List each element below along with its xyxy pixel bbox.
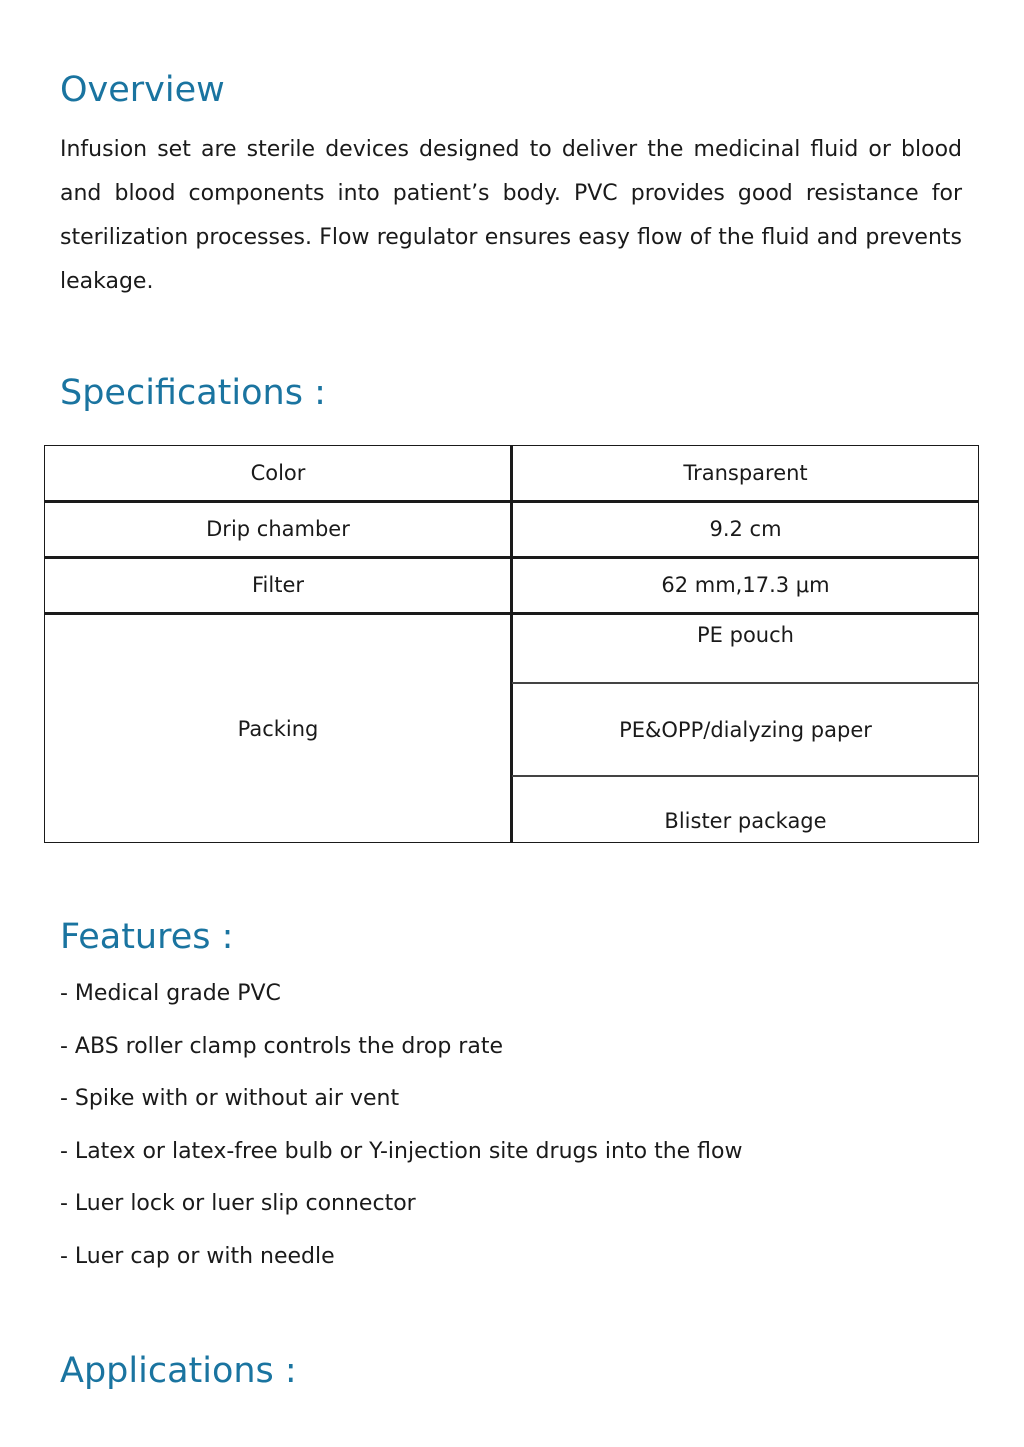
features-list bbox=[60, 975, 742, 1290]
overview-paragraph: Infusion set are sterile devices designed to deliver the medicinal fluid or blood and blood components into patient’s body. PVC provides good resistance for sterilization processes. Flow regulator ensures easy flow of the fluid and prevents leakage. bbox=[60, 137, 962, 294]
specifications-heading: Specifications : bbox=[60, 373, 326, 413]
spec-label-color: Color bbox=[250, 461, 306, 485]
spec-value-packing-3: Blister package bbox=[664, 809, 827, 833]
features-heading: Features : bbox=[60, 917, 234, 957]
spec-value-packing-2: PE&OPP/dialyzing paper bbox=[619, 718, 872, 742]
spec-value-color: Transparent bbox=[683, 461, 808, 485]
list-item: - Luer cap or with needle bbox=[60, 1243, 335, 1269]
overview-heading: Overview bbox=[60, 70, 225, 110]
spec-label-packing: Packing bbox=[237, 717, 319, 741]
list-item: - Latex or latex-free bulb or Y-injection site drugs into the flow bbox=[60, 1138, 743, 1164]
list-item: - Medical grade PVC bbox=[60, 981, 281, 1006]
spec-value-drip-chamber: 9.2 cm bbox=[709, 517, 782, 541]
list-item: - Spike with or without air vent bbox=[60, 1086, 400, 1111]
list-item: - ABS roller clamp controls the drop rate bbox=[60, 1033, 503, 1059]
spec-value-filter: 62 mm,17.3 μm bbox=[661, 573, 830, 597]
list-item: - Luer lock or luer slip connector bbox=[60, 1191, 416, 1216]
specifications-table bbox=[44, 445, 979, 843]
spec-label-filter: Filter bbox=[251, 573, 304, 597]
applications-heading: Applications : bbox=[60, 1351, 297, 1391]
spec-value-packing-1: PE pouch bbox=[697, 623, 794, 647]
spec-label-drip-chamber: Drip chamber bbox=[206, 517, 350, 541]
